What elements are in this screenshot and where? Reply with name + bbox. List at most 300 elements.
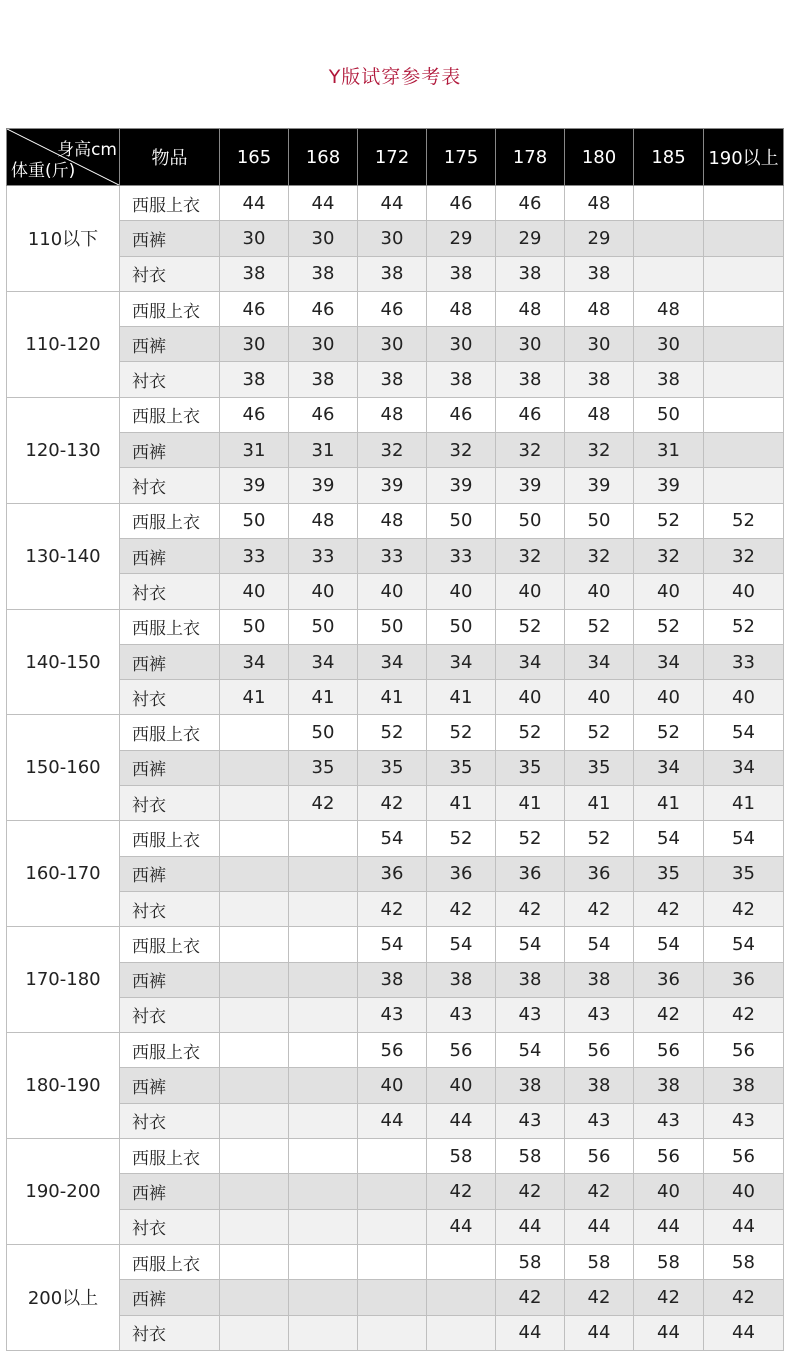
- size-value-cell: 32: [427, 433, 496, 468]
- size-value-cell: 42: [358, 891, 427, 926]
- size-value-cell: [704, 186, 784, 221]
- size-value-cell: 42: [704, 891, 784, 926]
- size-value-cell: 41: [704, 786, 784, 821]
- size-value-cell: 32: [565, 538, 634, 573]
- size-value-cell: 29: [565, 221, 634, 256]
- size-value-cell: 41: [565, 786, 634, 821]
- table-row: [7, 1280, 784, 1315]
- size-value-cell: 36: [496, 856, 565, 891]
- size-value-cell: [704, 256, 784, 291]
- size-value-cell: 46: [496, 397, 565, 432]
- item-cell: 西裤: [120, 538, 220, 573]
- size-value-cell: [704, 397, 784, 432]
- size-value-cell: 41: [289, 680, 358, 715]
- size-value-cell: 29: [427, 221, 496, 256]
- size-value-cell: 42: [634, 997, 704, 1032]
- size-value-cell: 50: [496, 503, 565, 538]
- size-value-cell: [289, 1209, 358, 1244]
- item-cell: 西服上衣: [120, 186, 220, 221]
- size-value-cell: 43: [496, 997, 565, 1032]
- item-cell: 西服上衣: [120, 821, 220, 856]
- size-value-cell: 54: [358, 927, 427, 962]
- height-column-header: 168: [289, 129, 358, 186]
- page-title: Y版试穿参考表: [328, 66, 462, 88]
- size-value-cell: 56: [427, 1033, 496, 1068]
- table-row: [7, 538, 784, 573]
- item-cell: 衬衣: [120, 574, 220, 609]
- size-value-cell: 41: [496, 786, 565, 821]
- weight-range-cell: 170-180: [7, 927, 120, 1033]
- size-value-cell: 52: [427, 715, 496, 750]
- size-value-cell: 46: [220, 291, 289, 326]
- size-value-cell: 50: [289, 609, 358, 644]
- item-cell: 衬衣: [120, 1209, 220, 1244]
- size-value-cell: 29: [496, 221, 565, 256]
- size-value-cell: 42: [496, 1174, 565, 1209]
- table-row: [7, 397, 784, 432]
- size-value-cell: 39: [634, 468, 704, 503]
- size-value-cell: 44: [634, 1209, 704, 1244]
- size-value-cell: 44: [565, 1209, 634, 1244]
- size-value-cell: 33: [358, 538, 427, 573]
- size-value-cell: [358, 1209, 427, 1244]
- size-value-cell: 43: [358, 997, 427, 1032]
- size-value-cell: 54: [704, 821, 784, 856]
- table-row: [7, 1103, 784, 1138]
- size-value-cell: 40: [565, 574, 634, 609]
- size-value-cell: 38: [565, 256, 634, 291]
- size-value-cell: 52: [427, 821, 496, 856]
- size-value-cell: [220, 821, 289, 856]
- item-cell: 西裤: [120, 1068, 220, 1103]
- size-value-cell: [289, 1033, 358, 1068]
- size-value-cell: 36: [358, 856, 427, 891]
- size-value-cell: 42: [496, 891, 565, 926]
- size-value-cell: [220, 1033, 289, 1068]
- weight-range-cell: 180-190: [7, 1033, 120, 1139]
- size-value-cell: 44: [704, 1209, 784, 1244]
- size-value-cell: [289, 1280, 358, 1315]
- table-row: [7, 1033, 784, 1068]
- table-row: [7, 291, 784, 326]
- size-value-cell: 54: [427, 927, 496, 962]
- size-value-cell: 42: [634, 1280, 704, 1315]
- size-value-cell: 44: [634, 1315, 704, 1350]
- item-cell: 衬衣: [120, 786, 220, 821]
- corner-header-cell: [7, 129, 120, 186]
- size-value-cell: 34: [565, 644, 634, 679]
- size-value-cell: 44: [358, 1103, 427, 1138]
- size-value-cell: 48: [358, 397, 427, 432]
- height-axis-label: 身高cm: [57, 140, 117, 160]
- size-value-cell: 50: [220, 503, 289, 538]
- size-value-cell: 40: [427, 1068, 496, 1103]
- size-value-cell: 35: [427, 750, 496, 785]
- item-cell: 衬衣: [120, 468, 220, 503]
- header-row: [7, 129, 784, 186]
- size-value-cell: 34: [358, 644, 427, 679]
- size-value-cell: 54: [634, 821, 704, 856]
- item-cell: 衬衣: [120, 1103, 220, 1138]
- size-value-cell: 40: [634, 574, 704, 609]
- size-value-cell: 58: [496, 1244, 565, 1279]
- size-value-cell: 32: [358, 433, 427, 468]
- size-value-cell: 43: [427, 997, 496, 1032]
- size-value-cell: 44: [289, 186, 358, 221]
- size-value-cell: 31: [289, 433, 358, 468]
- size-value-cell: 50: [565, 503, 634, 538]
- table-row: [7, 1209, 784, 1244]
- item-cell: 衬衣: [120, 891, 220, 926]
- size-value-cell: 32: [496, 538, 565, 573]
- size-value-cell: [358, 1244, 427, 1279]
- size-value-cell: 38: [496, 1068, 565, 1103]
- size-value-cell: 39: [358, 468, 427, 503]
- height-column-header: 172: [358, 129, 427, 186]
- size-value-cell: 58: [496, 1139, 565, 1174]
- size-value-cell: 58: [634, 1244, 704, 1279]
- size-value-cell: [220, 997, 289, 1032]
- item-cell: 西裤: [120, 962, 220, 997]
- size-value-cell: 32: [565, 433, 634, 468]
- size-value-cell: 39: [220, 468, 289, 503]
- size-value-cell: 44: [496, 1209, 565, 1244]
- size-value-cell: 56: [634, 1033, 704, 1068]
- size-value-cell: 42: [496, 1280, 565, 1315]
- weight-range-cell: 120-130: [7, 397, 120, 503]
- size-value-cell: 40: [704, 1174, 784, 1209]
- size-value-cell: [289, 1139, 358, 1174]
- size-value-cell: 54: [496, 1033, 565, 1068]
- size-value-cell: [220, 962, 289, 997]
- size-value-cell: 56: [634, 1139, 704, 1174]
- size-value-cell: [289, 1315, 358, 1350]
- size-value-cell: 56: [704, 1139, 784, 1174]
- table-row: [7, 433, 784, 468]
- size-value-cell: 50: [427, 503, 496, 538]
- item-cell: 西服上衣: [120, 1139, 220, 1174]
- size-value-cell: 38: [220, 256, 289, 291]
- size-value-cell: 41: [427, 786, 496, 821]
- size-value-cell: 42: [358, 786, 427, 821]
- table-row: [7, 715, 784, 750]
- table-row: [7, 680, 784, 715]
- size-value-cell: 40: [496, 574, 565, 609]
- table-row: [7, 644, 784, 679]
- size-value-cell: [704, 221, 784, 256]
- table-body: [7, 186, 784, 1351]
- size-value-cell: 56: [565, 1139, 634, 1174]
- table-row: [7, 503, 784, 538]
- size-value-cell: 42: [289, 786, 358, 821]
- size-value-cell: [358, 1280, 427, 1315]
- size-value-cell: 48: [634, 291, 704, 326]
- size-value-cell: 38: [289, 362, 358, 397]
- size-value-cell: 34: [220, 644, 289, 679]
- size-value-cell: 39: [565, 468, 634, 503]
- size-value-cell: [427, 1280, 496, 1315]
- size-value-cell: 35: [358, 750, 427, 785]
- size-value-cell: 52: [565, 821, 634, 856]
- size-value-cell: 30: [220, 327, 289, 362]
- size-value-cell: 30: [358, 327, 427, 362]
- size-value-cell: 46: [289, 397, 358, 432]
- table-row: [7, 362, 784, 397]
- size-value-cell: 44: [704, 1315, 784, 1350]
- size-value-cell: [358, 1315, 427, 1350]
- size-value-cell: [704, 291, 784, 326]
- item-cell: 西裤: [120, 1174, 220, 1209]
- table-row: [7, 186, 784, 221]
- item-cell: 西裤: [120, 644, 220, 679]
- size-value-cell: 50: [427, 609, 496, 644]
- table-row: [7, 609, 784, 644]
- size-value-cell: 54: [496, 927, 565, 962]
- size-value-cell: 46: [289, 291, 358, 326]
- size-value-cell: 52: [634, 503, 704, 538]
- size-value-cell: [289, 962, 358, 997]
- size-value-cell: 31: [220, 433, 289, 468]
- size-value-cell: 40: [634, 1174, 704, 1209]
- weight-range-cell: 110以下: [7, 186, 120, 292]
- height-column-header: 185: [634, 129, 704, 186]
- size-value-cell: 41: [220, 680, 289, 715]
- size-value-cell: 35: [634, 856, 704, 891]
- table-row: [7, 574, 784, 609]
- size-value-cell: 32: [634, 538, 704, 573]
- size-value-cell: 52: [704, 503, 784, 538]
- item-cell: 衬衣: [120, 362, 220, 397]
- size-value-cell: 50: [220, 609, 289, 644]
- size-value-cell: 38: [220, 362, 289, 397]
- size-value-cell: 54: [704, 927, 784, 962]
- size-value-cell: [220, 1068, 289, 1103]
- size-value-cell: [704, 362, 784, 397]
- weight-axis-label: 体重(斤): [11, 161, 76, 181]
- height-column-header: 165: [220, 129, 289, 186]
- size-value-cell: 48: [565, 291, 634, 326]
- size-value-cell: 41: [634, 786, 704, 821]
- item-cell: 衬衣: [120, 997, 220, 1032]
- size-value-cell: 58: [427, 1139, 496, 1174]
- size-value-cell: 39: [427, 468, 496, 503]
- size-value-cell: [220, 1139, 289, 1174]
- item-cell: 西裤: [120, 1280, 220, 1315]
- size-value-cell: 30: [289, 221, 358, 256]
- size-value-cell: 52: [704, 609, 784, 644]
- size-value-cell: 40: [565, 680, 634, 715]
- size-value-cell: 34: [496, 644, 565, 679]
- size-value-cell: 58: [704, 1244, 784, 1279]
- table-row: [7, 221, 784, 256]
- size-value-cell: 44: [220, 186, 289, 221]
- size-value-cell: 48: [565, 186, 634, 221]
- size-value-cell: 35: [704, 856, 784, 891]
- size-value-cell: 52: [634, 609, 704, 644]
- size-value-cell: 38: [427, 962, 496, 997]
- table-row: [7, 1244, 784, 1279]
- size-value-cell: 48: [565, 397, 634, 432]
- size-value-cell: [220, 891, 289, 926]
- size-value-cell: 38: [565, 962, 634, 997]
- size-value-cell: 50: [358, 609, 427, 644]
- size-value-cell: 36: [704, 962, 784, 997]
- weight-range-cell: 150-160: [7, 715, 120, 821]
- size-value-cell: 30: [220, 221, 289, 256]
- table-row: [7, 997, 784, 1032]
- size-value-cell: 30: [289, 327, 358, 362]
- size-value-cell: 42: [634, 891, 704, 926]
- size-value-cell: 42: [427, 891, 496, 926]
- item-cell: 西裤: [120, 750, 220, 785]
- item-cell: 西服上衣: [120, 609, 220, 644]
- size-value-cell: 52: [565, 609, 634, 644]
- size-value-cell: 38: [565, 1068, 634, 1103]
- size-value-cell: 40: [634, 680, 704, 715]
- size-value-cell: 30: [496, 327, 565, 362]
- item-cell: 西服上衣: [120, 927, 220, 962]
- size-value-cell: 38: [496, 362, 565, 397]
- item-cell: 西裤: [120, 433, 220, 468]
- size-value-cell: 30: [427, 327, 496, 362]
- table-row: [7, 750, 784, 785]
- size-value-cell: 40: [220, 574, 289, 609]
- table-row: [7, 327, 784, 362]
- height-column-header: 175: [427, 129, 496, 186]
- size-value-cell: [220, 1103, 289, 1138]
- item-cell: 西裤: [120, 327, 220, 362]
- size-value-cell: 56: [565, 1033, 634, 1068]
- size-value-cell: 38: [496, 256, 565, 291]
- size-value-cell: [358, 1174, 427, 1209]
- size-value-cell: 31: [634, 433, 704, 468]
- size-value-cell: 46: [220, 397, 289, 432]
- table-row: [7, 256, 784, 291]
- table-row: [7, 821, 784, 856]
- size-value-cell: 39: [289, 468, 358, 503]
- size-value-cell: 40: [704, 574, 784, 609]
- size-value-cell: [289, 927, 358, 962]
- size-value-cell: 34: [634, 644, 704, 679]
- size-value-cell: 38: [634, 1068, 704, 1103]
- size-value-cell: 38: [358, 256, 427, 291]
- size-value-cell: 48: [358, 503, 427, 538]
- item-cell: 西服上衣: [120, 291, 220, 326]
- size-value-cell: 52: [496, 821, 565, 856]
- size-value-cell: [289, 1174, 358, 1209]
- size-value-cell: 38: [496, 962, 565, 997]
- size-value-cell: 33: [704, 644, 784, 679]
- item-cell: 衬衣: [120, 1315, 220, 1350]
- size-value-cell: [220, 1315, 289, 1350]
- size-value-cell: [220, 786, 289, 821]
- size-value-cell: 43: [496, 1103, 565, 1138]
- table-row: [7, 856, 784, 891]
- size-value-cell: [220, 927, 289, 962]
- size-value-cell: [289, 997, 358, 1032]
- size-value-cell: 50: [289, 715, 358, 750]
- size-value-cell: [634, 256, 704, 291]
- size-value-cell: 40: [427, 574, 496, 609]
- weight-range-cell: 190-200: [7, 1139, 120, 1245]
- table-row: [7, 962, 784, 997]
- size-value-cell: 34: [427, 644, 496, 679]
- size-value-cell: 35: [565, 750, 634, 785]
- item-column-header: 物品: [120, 129, 220, 186]
- size-value-cell: 48: [427, 291, 496, 326]
- table-row: [7, 1068, 784, 1103]
- size-value-cell: 38: [289, 256, 358, 291]
- table-row: [7, 1139, 784, 1174]
- size-value-cell: [704, 433, 784, 468]
- size-value-cell: 30: [634, 327, 704, 362]
- size-value-cell: [220, 1244, 289, 1279]
- size-value-cell: 46: [358, 291, 427, 326]
- size-value-cell: 42: [565, 1280, 634, 1315]
- size-value-cell: [634, 221, 704, 256]
- size-value-cell: 40: [496, 680, 565, 715]
- item-cell: 西裤: [120, 856, 220, 891]
- size-value-cell: 35: [496, 750, 565, 785]
- size-value-cell: [358, 1139, 427, 1174]
- item-cell: 西服上衣: [120, 1244, 220, 1279]
- size-value-cell: 42: [427, 1174, 496, 1209]
- size-value-cell: 34: [634, 750, 704, 785]
- size-value-cell: [704, 327, 784, 362]
- table-row: [7, 891, 784, 926]
- weight-range-cell: 130-140: [7, 503, 120, 609]
- table-row: [7, 468, 784, 503]
- table-row: [7, 927, 784, 962]
- height-column-header: 178: [496, 129, 565, 186]
- size-value-cell: 42: [565, 1174, 634, 1209]
- size-value-cell: 30: [565, 327, 634, 362]
- weight-range-cell: 200以上: [7, 1244, 120, 1350]
- size-value-cell: 43: [565, 997, 634, 1032]
- item-cell: 西服上衣: [120, 503, 220, 538]
- size-value-cell: 44: [358, 186, 427, 221]
- size-value-cell: 52: [565, 715, 634, 750]
- size-value-cell: 54: [358, 821, 427, 856]
- item-cell: 西服上衣: [120, 1033, 220, 1068]
- size-value-cell: 52: [634, 715, 704, 750]
- size-value-cell: 36: [565, 856, 634, 891]
- size-value-cell: 43: [634, 1103, 704, 1138]
- item-cell: 西服上衣: [120, 715, 220, 750]
- size-value-cell: 38: [565, 362, 634, 397]
- weight-range-cell: 110-120: [7, 291, 120, 397]
- size-value-cell: 43: [704, 1103, 784, 1138]
- size-value-cell: 48: [496, 291, 565, 326]
- size-value-cell: 42: [565, 891, 634, 926]
- size-value-cell: 40: [358, 1068, 427, 1103]
- size-value-cell: [220, 1209, 289, 1244]
- size-value-cell: 40: [704, 680, 784, 715]
- size-value-cell: [220, 750, 289, 785]
- item-cell: 衬衣: [120, 256, 220, 291]
- size-value-cell: [220, 715, 289, 750]
- size-value-cell: 40: [289, 574, 358, 609]
- size-value-cell: 41: [427, 680, 496, 715]
- size-value-cell: [427, 1315, 496, 1350]
- size-value-cell: 52: [496, 715, 565, 750]
- size-chart-table: [6, 128, 784, 1351]
- size-value-cell: 33: [289, 538, 358, 573]
- table-row: [7, 786, 784, 821]
- size-value-cell: [289, 891, 358, 926]
- size-value-cell: [289, 1244, 358, 1279]
- size-value-cell: 52: [358, 715, 427, 750]
